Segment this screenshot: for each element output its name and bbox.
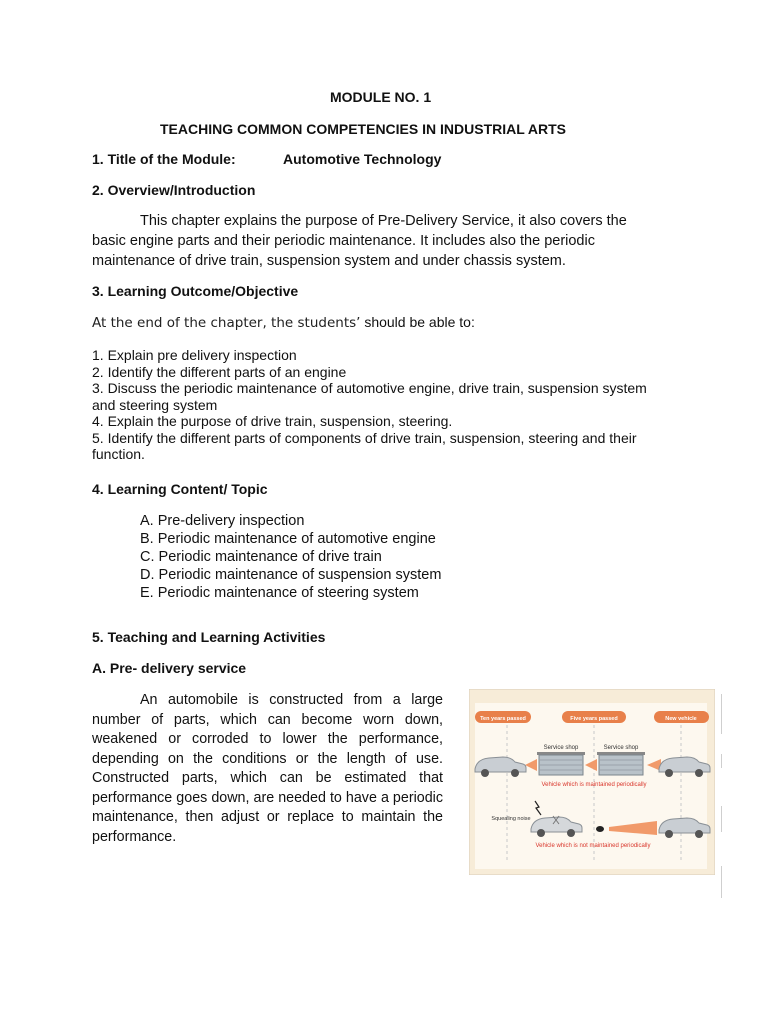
topic-item: A. Pre-delivery inspection — [140, 513, 305, 529]
service-shop-2: Service shop — [603, 745, 639, 751]
objective-item: 2. Identify the different parts of an engine — [92, 363, 347, 380]
label-new-vehicle: New vehicle — [665, 716, 697, 722]
scan-edge-mark — [721, 806, 722, 832]
label-ten-years: Ten years passed — [480, 716, 526, 722]
module-number: MODULE NO. 1 — [330, 89, 432, 105]
predelivery-text: An automobile is constructed from a large number of parts, which can become worn down, weakened or corroded to lower the performance, depending on the conditions or the length of use. Constructed parts, which can be estimated that performance goes down, are needed to have a periodic maintenance, then adjust or replace to maintain the performance. — [92, 692, 443, 845]
module-title-value: Automotive Technology — [283, 151, 442, 167]
objective-intro — [92, 314, 475, 331]
squealing-noise-label: Squealing noise — [491, 816, 531, 822]
topic-item: B. Periodic maintenance of automotive engine — [140, 531, 436, 547]
oil-drip-icon — [596, 826, 604, 832]
service-shop-1-icon — [537, 752, 585, 775]
overview-paragraph — [92, 211, 652, 271]
objective-item: 5. Identify the different parts of components of drive train, suspension, steering and their function. — [92, 429, 637, 462]
scan-edge-mark — [721, 866, 722, 898]
objective-item: 4. Explain the purpose of drive train, suspension, steering. — [92, 413, 453, 429]
objective-item: 1. Explain pre delivery inspection — [92, 347, 297, 363]
predelivery-paragraph — [92, 691, 443, 847]
label-five-years: Five years passed — [570, 716, 618, 722]
objective-intro-part1: At the end of the chapter, the students’ — [92, 315, 361, 331]
maintenance-diagram — [469, 689, 715, 875]
topic-list — [140, 512, 441, 602]
scan-edge-mark — [721, 694, 722, 734]
topic-item: E. Periodic maintenance of steering system — [140, 585, 419, 601]
page-title: TEACHING COMMON COMPETENCIES IN INDUSTRIAL ARTS — [160, 121, 567, 137]
module-title-label: 1. Title of the Module: — [92, 151, 236, 167]
topic-item: C. Periodic maintenance of drive train — [140, 549, 382, 565]
content-heading: 4. Learning Content/ Topic — [92, 481, 268, 497]
objective-heading: 3. Learning Outcome/Objective — [92, 283, 299, 299]
service-shop-1: Service shop — [543, 745, 579, 751]
predelivery-heading: A. Pre- delivery service — [92, 660, 247, 676]
maintenance-illustration — [469, 689, 715, 875]
service-shop-2-icon — [597, 752, 645, 775]
caption-maintained: Vehicle which is maintained periodically — [541, 782, 647, 788]
topic-item: D. Periodic maintenance of suspension system — [140, 567, 442, 583]
objective-item: 3. Discuss the periodic maintenance of automotive engine, drive train, suspension system and steering system — [92, 380, 647, 413]
overview-heading: 2. Overview/Introduction — [92, 182, 256, 198]
objective-intro-part2: should be able to: — [360, 314, 475, 330]
objective-list — [92, 347, 672, 463]
caption-not-maintained: Vehicle which is not maintained periodically — [535, 843, 651, 849]
scan-edge-mark — [721, 754, 722, 768]
overview-text: This chapter explains the purpose of Pre-Delivery Service, it also covers the basic engine parts and their periodic maintenance. It includes also the periodic maintenance of drive train, suspension system and under chassis system. — [92, 213, 627, 269]
activities-heading: 5. Teaching and Learning Activities — [92, 629, 326, 645]
